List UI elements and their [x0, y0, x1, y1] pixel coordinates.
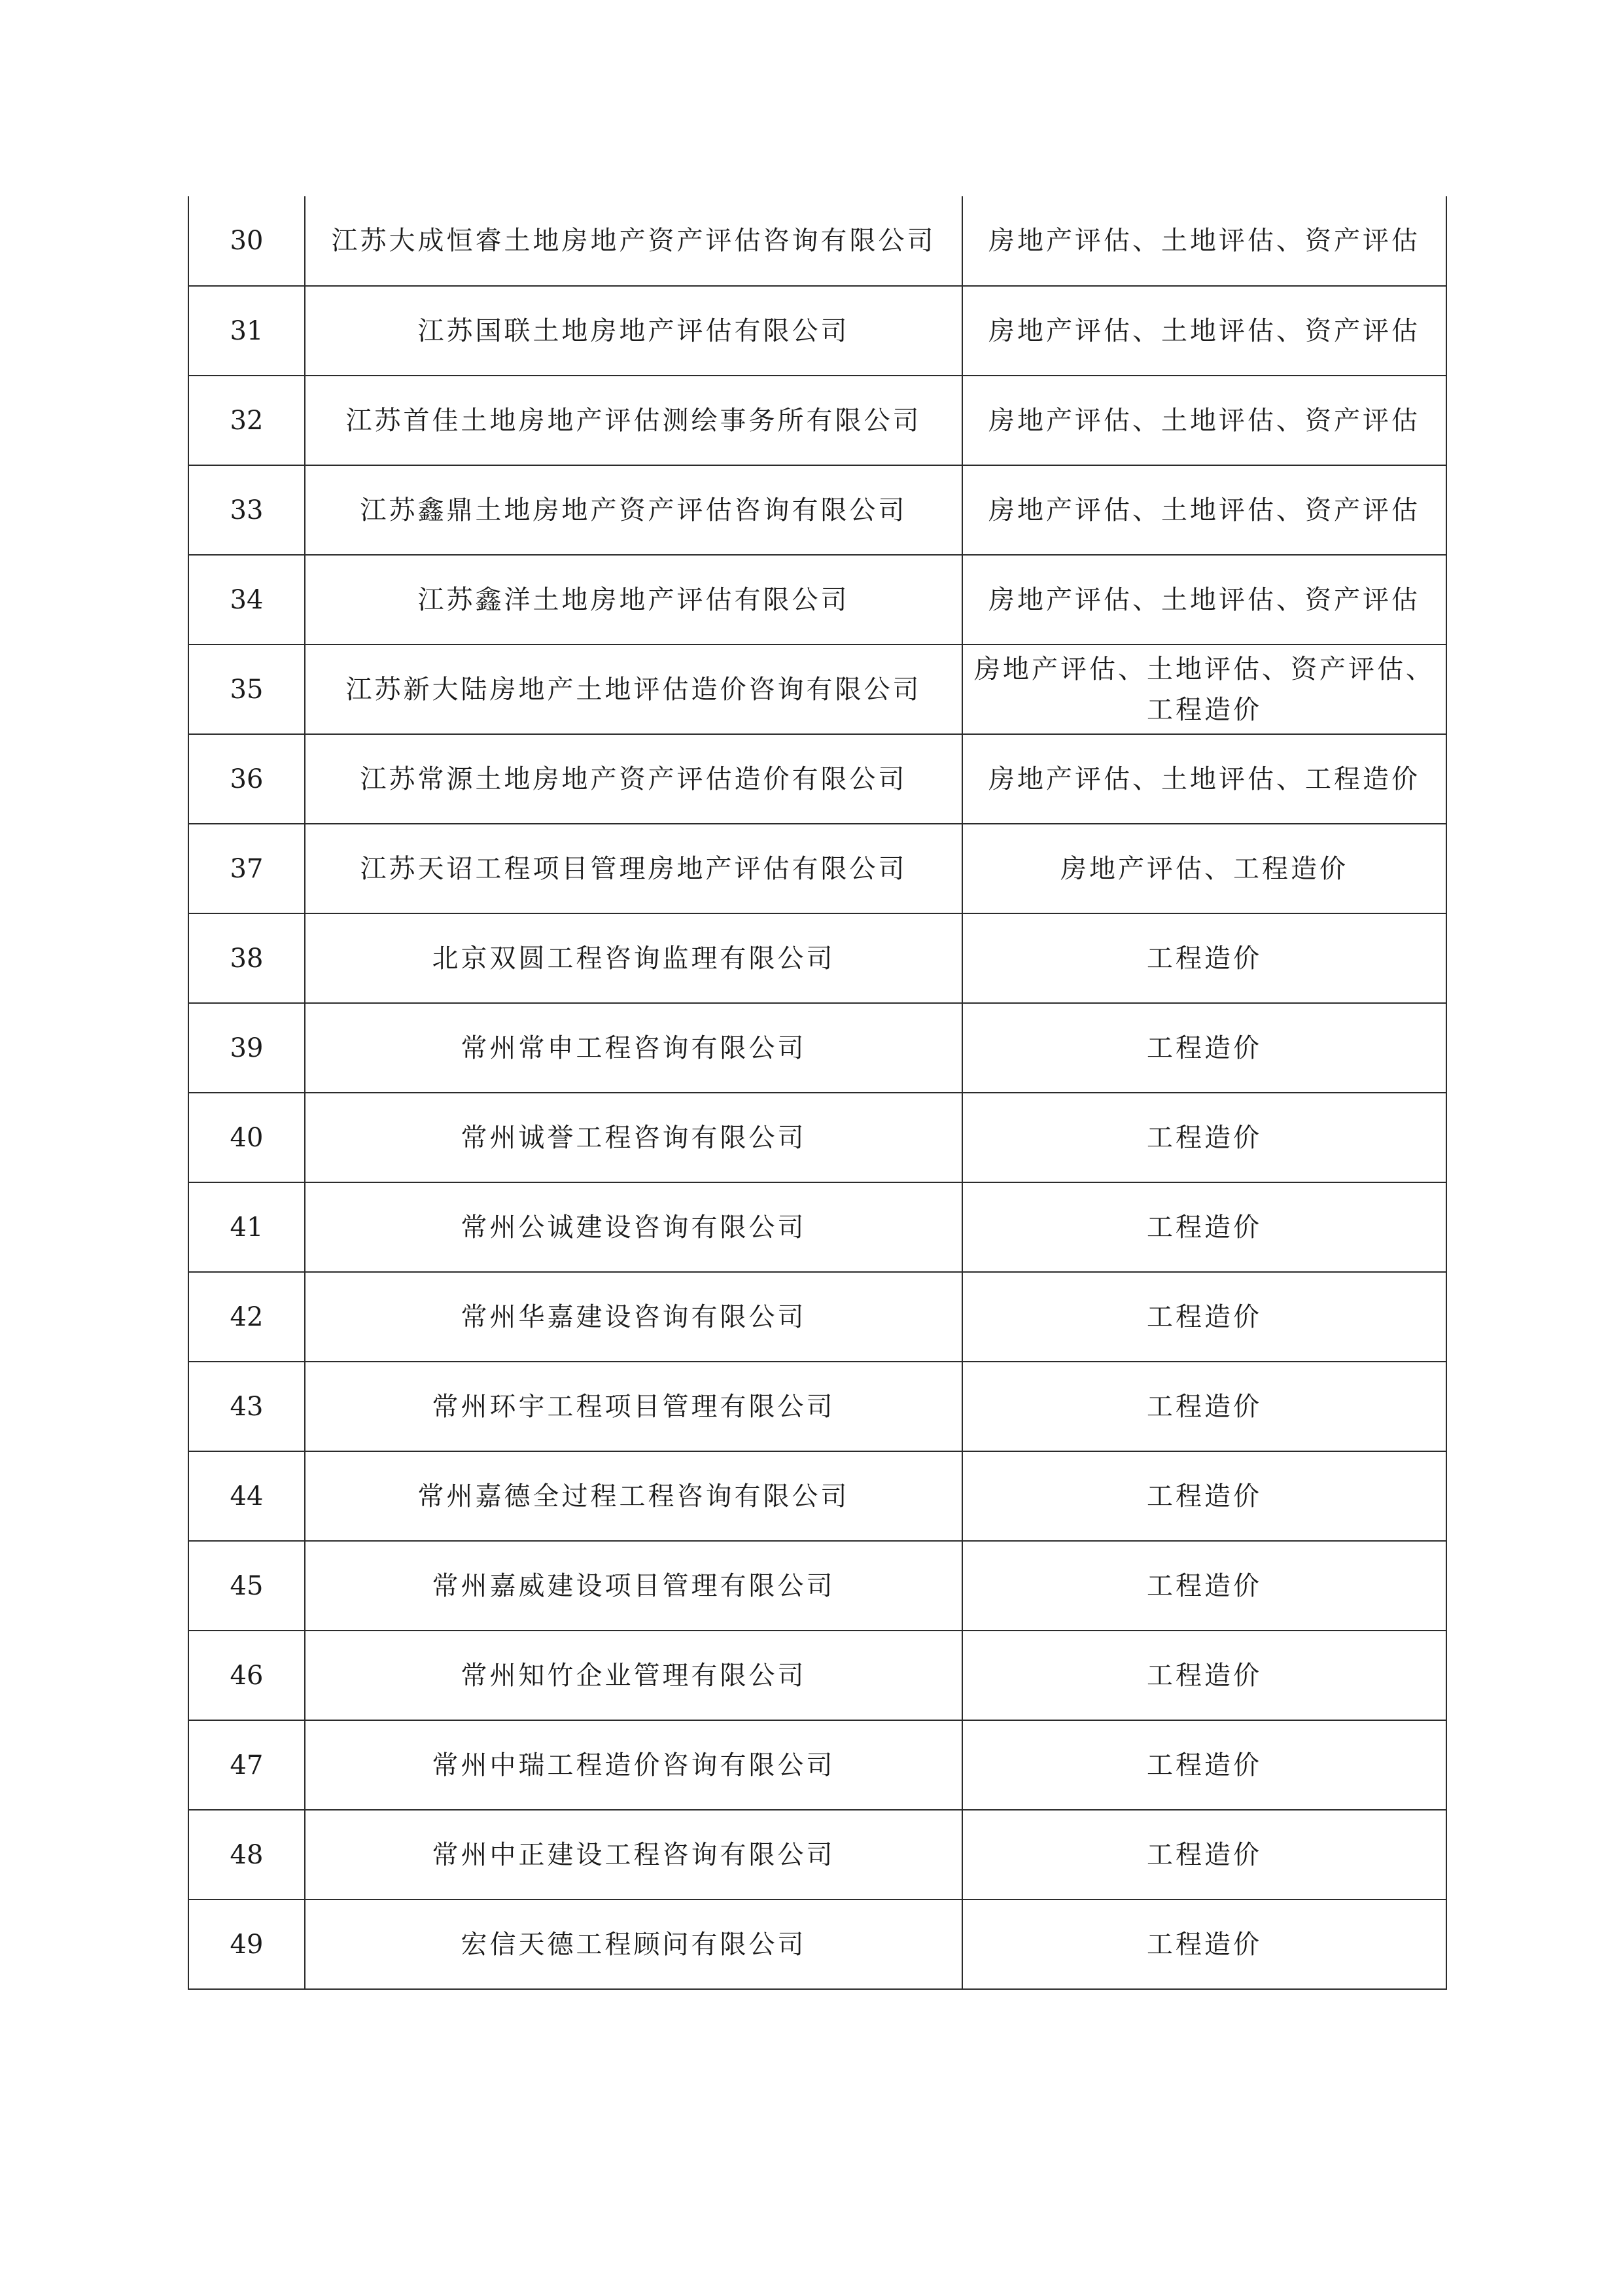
business-scope: 房地产评估、土地评估、资产评估 [962, 555, 1446, 645]
business-scope: 房地产评估、土地评估、工程造价 [962, 734, 1446, 824]
business-scope: 工程造价 [962, 1451, 1446, 1541]
table-row [188, 1899, 1446, 1989]
business-scope: 房地产评估、土地评估、资产评估 [962, 376, 1446, 465]
business-scope: 工程造价 [962, 1362, 1446, 1451]
company-name: 常州公诚建设咨询有限公司 [305, 1182, 962, 1272]
table-row [188, 1631, 1446, 1720]
table-row [188, 1451, 1446, 1541]
row-number: 46 [188, 1631, 305, 1720]
company-name: 江苏新大陆房地产土地评估造价咨询有限公司 [305, 645, 962, 734]
row-number: 35 [188, 645, 305, 734]
table-row [188, 196, 1446, 286]
row-number: 45 [188, 1541, 305, 1631]
company-name: 北京双圆工程咨询监理有限公司 [305, 913, 962, 1003]
company-name: 常州华嘉建设咨询有限公司 [305, 1272, 962, 1362]
row-number: 39 [188, 1003, 305, 1093]
table-row [188, 465, 1446, 555]
company-name: 江苏鑫鼎土地房地产资产评估咨询有限公司 [305, 465, 962, 555]
row-number: 31 [188, 286, 305, 376]
table-row [188, 1720, 1446, 1810]
company-name: 常州常申工程咨询有限公司 [305, 1003, 962, 1093]
table-row [188, 824, 1446, 913]
business-scope: 房地产评估、土地评估、资产评估 [962, 286, 1446, 376]
business-scope: 工程造价 [962, 1003, 1446, 1093]
company-name: 江苏常源土地房地产资产评估造价有限公司 [305, 734, 962, 824]
row-number: 47 [188, 1720, 305, 1810]
company-name: 常州中正建设工程咨询有限公司 [305, 1810, 962, 1899]
row-number: 37 [188, 824, 305, 913]
table-row [188, 1810, 1446, 1899]
table-row [188, 1272, 1446, 1362]
business-scope: 房地产评估、土地评估、资产评估 [962, 465, 1446, 555]
row-number: 30 [188, 196, 305, 286]
business-scope: 工程造价 [962, 1182, 1446, 1272]
business-scope: 工程造价 [962, 1631, 1446, 1720]
business-scope: 房地产评估、土地评估、资产评估、工程造价 [962, 645, 1446, 734]
business-scope: 房地产评估、土地评估、资产评估 [962, 196, 1446, 286]
company-name: 常州嘉德全过程工程咨询有限公司 [305, 1451, 962, 1541]
company-name: 江苏天诏工程项目管理房地产评估有限公司 [305, 824, 962, 913]
table-row [188, 555, 1446, 645]
business-scope: 工程造价 [962, 1541, 1446, 1631]
table-row [188, 286, 1446, 376]
company-name: 常州环宇工程项目管理有限公司 [305, 1362, 962, 1451]
business-scope: 房地产评估、工程造价 [962, 824, 1446, 913]
row-number: 40 [188, 1093, 305, 1182]
company-name: 常州中瑞工程造价咨询有限公司 [305, 1720, 962, 1810]
table-row [188, 1182, 1446, 1272]
business-scope: 工程造价 [962, 1093, 1446, 1182]
table-row [188, 1003, 1446, 1093]
company-name: 宏信天德工程顾问有限公司 [305, 1899, 962, 1989]
row-number: 42 [188, 1272, 305, 1362]
company-name: 常州知竹企业管理有限公司 [305, 1631, 962, 1720]
company-name: 江苏首佳土地房地产评估测绘事务所有限公司 [305, 376, 962, 465]
company-name: 常州嘉威建设项目管理有限公司 [305, 1541, 962, 1631]
row-number: 36 [188, 734, 305, 824]
company-name: 江苏鑫洋土地房地产评估有限公司 [305, 555, 962, 645]
company-name: 江苏大成恒睿土地房地产资产评估咨询有限公司 [305, 196, 962, 286]
row-number: 41 [188, 1182, 305, 1272]
business-scope: 工程造价 [962, 1720, 1446, 1810]
table-row [188, 1541, 1446, 1631]
row-number: 33 [188, 465, 305, 555]
table-row [188, 913, 1446, 1003]
business-scope: 工程造价 [962, 1810, 1446, 1899]
row-number: 43 [188, 1362, 305, 1451]
row-number: 38 [188, 913, 305, 1003]
row-number: 44 [188, 1451, 305, 1541]
business-scope: 工程造价 [962, 913, 1446, 1003]
row-number: 32 [188, 376, 305, 465]
company-name: 常州诚誉工程咨询有限公司 [305, 1093, 962, 1182]
row-number: 49 [188, 1899, 305, 1989]
row-number: 34 [188, 555, 305, 645]
table-row [188, 1362, 1446, 1451]
table-row [188, 376, 1446, 465]
row-number: 48 [188, 1810, 305, 1899]
business-scope: 工程造价 [962, 1899, 1446, 1989]
company-table [188, 196, 1447, 1990]
table-row [188, 734, 1446, 824]
table-row [188, 645, 1446, 734]
company-name: 江苏国联土地房地产评估有限公司 [305, 286, 962, 376]
business-scope: 工程造价 [962, 1272, 1446, 1362]
table-row [188, 1093, 1446, 1182]
